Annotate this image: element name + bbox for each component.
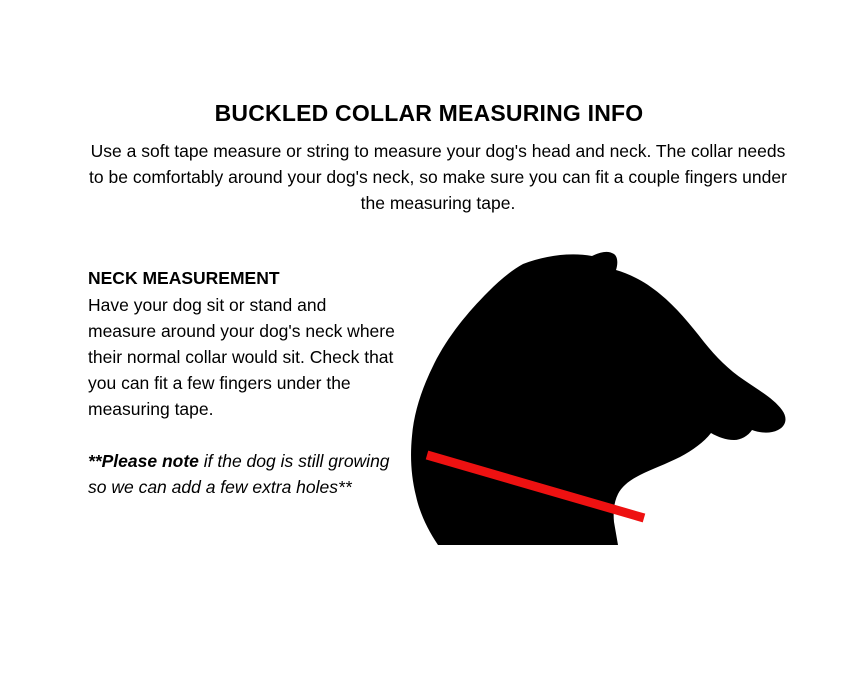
intro-paragraph: Use a soft tape measure or string to measure your dog's head and neck. The collar needs to be comfortably around your dog's neck, so make sure you can fit a couple fingers under the measuring tape.	[89, 141, 787, 213]
neck-measurement-section	[88, 266, 398, 500]
section-heading: NECK MEASUREMENT	[88, 268, 280, 288]
note-rest: if the dog is still growing so we can add a few extra holes**	[88, 451, 390, 497]
page-title: BUCKLED COLLAR MEASURING INFO	[214, 100, 644, 126]
note-emphasis: **Please note	[88, 451, 199, 471]
section-note	[88, 448, 398, 500]
section-body: Have your dog sit or stand and measure around your dog's neck where their normal collar would sit. Check that you can fit a few fingers under the measuring tape.	[88, 295, 395, 419]
dog-illustration	[404, 250, 794, 550]
